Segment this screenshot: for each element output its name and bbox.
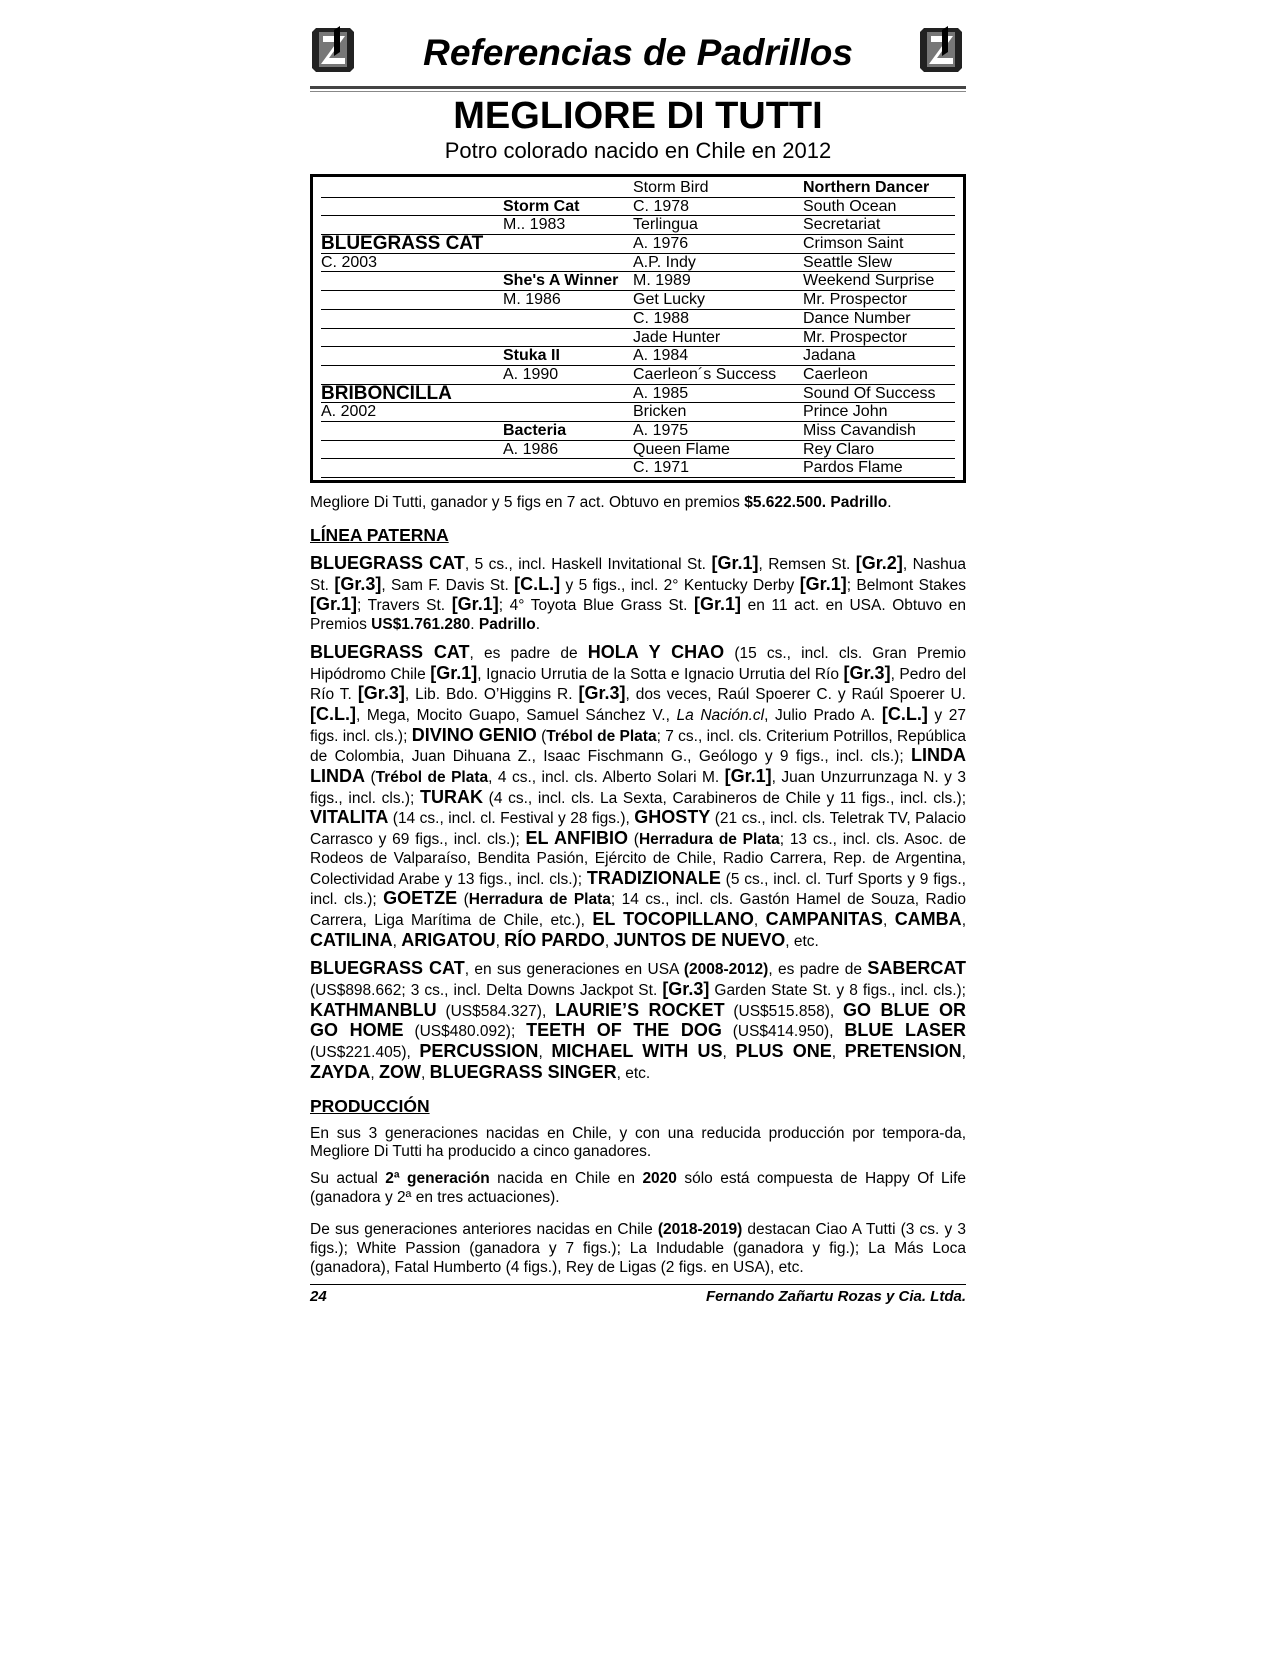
pedigree-cell: Storm Bird bbox=[633, 179, 803, 198]
pedigree-cell: M. 1986 bbox=[503, 291, 633, 310]
pedigree-cell: C. 2003 bbox=[321, 254, 503, 273]
pedigree-cell: Caerleon bbox=[803, 366, 955, 385]
pedigree-cell bbox=[321, 347, 503, 366]
pedigree-cell: A. 2002 bbox=[321, 403, 503, 422]
page bbox=[310, 22, 966, 1305]
pedigree-cell bbox=[503, 310, 633, 329]
pedigree-cell: Mr. Prospector bbox=[803, 291, 955, 310]
header-title: Referencias de Padrillos bbox=[423, 32, 853, 73]
header-rule-thin bbox=[310, 91, 966, 92]
pedigree-row bbox=[321, 403, 955, 422]
pedigree-cell: Northern Dancer bbox=[803, 179, 955, 198]
pedigree-cell: A. 1976 bbox=[633, 235, 803, 254]
pedigree-cell: Sound Of Success bbox=[803, 385, 955, 404]
pedigree-row bbox=[321, 216, 955, 235]
pedigree-cell: Pardos Flame bbox=[803, 459, 955, 478]
pedigree-row bbox=[321, 441, 955, 460]
paragraph-bluegrass-progeny-usa: BLUEGRASS CAT, en sus generaciones en USA (2008-2012), es padre de SABERCAT (US$898.662; 3 cs., incl. Delta Downs Jackpot St. [Gr.3] Garden State St. y 8 figs., incl. cls.); KATHMANBLU (US$584.327), LAURIE’S ROCKET (US$515.858), GO BLUE OR GO HOME (US$480.092); TEETH OF THE DOG (US$414.950), BLUE LASER (US$221.405), PERCUSSION, MICHAEL WITH US, PLUS ONE, PRETENSION, ZAYDA, ZOW, BLUEGRASS SINGER, etc. bbox=[310, 958, 966, 1082]
header-rule bbox=[310, 86, 966, 89]
pedigree-cell bbox=[503, 459, 633, 478]
pedigree-cell: C. 1978 bbox=[633, 198, 803, 217]
pedigree-cell bbox=[503, 385, 633, 404]
pedigree-cell: BLUEGRASS CAT bbox=[321, 235, 503, 254]
pedigree-cell: A. 1990 bbox=[503, 366, 633, 385]
pedigree-cell: Prince John bbox=[803, 403, 955, 422]
summary-line: Megliore Di Tutti, ganador y 5 figs en 7 act. Obtuvo en premios $5.622.500. Padrillo. bbox=[310, 494, 892, 511]
paragraph-produccion-intro: En sus 3 generaciones nacidas en Chile, y con una reducida producción por tempora-da, Megliore Di Tutti ha producido a cinco ganadores. bbox=[310, 1124, 966, 1161]
pedigree-cell: Bacteria bbox=[503, 422, 633, 441]
pedigree-cell bbox=[321, 366, 503, 385]
section-heading-produccion: PRODUCCIÓN bbox=[310, 1095, 430, 1116]
pedigree-cell bbox=[321, 179, 503, 198]
pedigree-row bbox=[321, 329, 955, 348]
paragraph-earlier-generations: De sus generaciones anteriores nacidas en Chile (2018-2019) destacan Ciao A Tutti (3 cs. y 3 figs.); White Passion (ganadora y 7 figs.); La Indudable (ganadora y fig.); La Más Loca (ganadora), Fatal Humberto (4 figs.), Rey de Ligas (2 figs. en USA), etc. bbox=[310, 1221, 966, 1276]
pedigree-row bbox=[321, 347, 955, 366]
pedigree-cell: M.. 1983 bbox=[503, 216, 633, 235]
pedigree-cell: M. 1989 bbox=[633, 272, 803, 291]
pedigree-row bbox=[321, 235, 955, 254]
page-number: 24 bbox=[310, 1287, 327, 1305]
pedigree-cell bbox=[321, 459, 503, 478]
pedigree-cell bbox=[321, 422, 503, 441]
horse-subtitle: Potro colorado nacido en Chile en 2012 bbox=[444, 138, 832, 163]
pedigree-cell bbox=[503, 254, 633, 273]
pedigree-cell: Crimson Saint bbox=[803, 235, 955, 254]
pedigree-cell bbox=[321, 198, 503, 217]
pedigree-row bbox=[321, 310, 955, 329]
pedigree-cell: Stuka II bbox=[503, 347, 633, 366]
pedigree-table bbox=[310, 174, 966, 483]
paragraph-bluegrass-progeny-chile: BLUEGRASS CAT, es padre de HOLA Y CHAO (15 cs., incl. cls. Gran Premio Hipódromo Chile [Gr.1], Ignacio Urrutia de la Sotta e Ignacio Urrutia del Río [Gr.3], Pedro del Río T. [Gr.3], Lib. Bdo. O’Higgins R. [Gr.3], dos veces, Raúl Spoerer C. y Raúl Spoerer U. [C.L.], Mega, Mocito Guapo, Samuel Sánchez V., La Nación.cl, Julio Prado A. [C.L.] y 27 figs. incl. cls.); DIVINO GENIO (Trébol de Plata; 7 cs., incl. cls. Criterium Potrillos, República de Colombia, Juan Dihuana Z., Isaac Fischmann G., Geólogo y 9 figs., incl. cls.); LINDA LINDA (Trébol de Plata, 4 cs., incl. cls. Alberto Solari M. [Gr.1], Juan Unzurrunzaga N. y 3 figs., incl. cls.); TURAK (4 cs., incl. cls. La Sexta, Carabineros de Chile y 11 figs., incl. cls.); VITALITA (14 cs., incl. cl. Festival y 28 figs.), GHOSTY (21 cs., incl. cls. Teletrak TV, Palacio Carrasco y 69 figs., incl. cls.); EL ANFIBIO (Herradura de Plata; 13 cs., incl. cls. Asoc. de Rodeos de Valparaíso, Bendita Pasión, Ejército de Chile, Radio Carrera, Rep. de Argentina, Colectividad Arabe y 13 figs., incl. cls.); TRADIZIONALE (5 cs., incl. cl. Turf Sports y 9 figs., incl. cls.); GOETZE (Herradura de Plata; 14 cs., incl. cls. Gastón Hamel de Souza, Radio Carrera, Liga Marítima de Chile, etc.), EL TOCOPILLANO, CAMPANITAS, CAMBA, CATILINA, ARIGATOU, RÍO PARDO, JUNTOS DE NUEVO, etc. bbox=[310, 641, 967, 950]
section-heading-paterna: LÍNEA PATERNA bbox=[310, 525, 449, 545]
pedigree-row bbox=[321, 385, 955, 404]
logo-icon bbox=[918, 24, 966, 74]
pedigree-row bbox=[321, 422, 955, 441]
pedigree-cell: Secretariat bbox=[803, 216, 955, 235]
pedigree-row bbox=[321, 459, 955, 478]
pedigree-cell: Miss Cavandish bbox=[803, 422, 955, 441]
pedigree-cell: BRIBONCILLA bbox=[321, 385, 503, 404]
pedigree-cell: A. 1975 bbox=[633, 422, 803, 441]
pedigree-cell: Rey Claro bbox=[803, 441, 955, 460]
pedigree-cell bbox=[503, 179, 633, 198]
pedigree-cell bbox=[503, 235, 633, 254]
pedigree-cell: Mr. Prospector bbox=[803, 329, 955, 348]
paragraph-second-generation: Su actual 2ª generación nacida en Chile en 2020 sólo está compuesta de Happy Of Life (ganadora y 2ª en tres actuaciones). bbox=[310, 1169, 966, 1206]
publisher: Fernando Zañartu Rozas y Cia. Ltda. bbox=[705, 1287, 966, 1305]
pedigree-cell: Seattle Slew bbox=[803, 254, 955, 273]
pedigree-cell: C. 1988 bbox=[633, 310, 803, 329]
pedigree-cell: Jadana bbox=[803, 347, 955, 366]
pedigree-cell: Dance Number bbox=[803, 310, 955, 329]
pedigree-cell: A. 1986 bbox=[503, 441, 633, 460]
pedigree-cell: Terlingua bbox=[633, 216, 803, 235]
pedigree-cell: Storm Cat bbox=[503, 198, 633, 217]
pedigree-row bbox=[321, 254, 955, 273]
pedigree-cell bbox=[503, 403, 633, 422]
pedigree-cell: She's A Winner bbox=[503, 272, 633, 291]
pedigree-cell: Queen Flame bbox=[633, 441, 803, 460]
pedigree-row bbox=[321, 366, 955, 385]
pedigree-row bbox=[321, 179, 955, 198]
pedigree-cell bbox=[321, 329, 503, 348]
pedigree-cell: Weekend Surprise bbox=[803, 272, 955, 291]
pedigree-cell bbox=[321, 310, 503, 329]
logo-icon bbox=[310, 24, 358, 74]
pedigree-cell: A.P. Indy bbox=[633, 254, 803, 273]
pedigree-cell: Bricken bbox=[633, 403, 803, 422]
page-footer bbox=[310, 1284, 966, 1305]
pedigree-cell: South Ocean bbox=[803, 198, 955, 217]
pedigree-cell: Caerleon´s Success bbox=[633, 366, 803, 385]
pedigree-cell bbox=[321, 272, 503, 291]
pedigree-cell bbox=[321, 291, 503, 310]
pedigree-cell: C. 1971 bbox=[633, 459, 803, 478]
pedigree-cell: Get Lucky bbox=[633, 291, 803, 310]
pedigree-row bbox=[321, 291, 955, 310]
page-header bbox=[310, 22, 966, 82]
pedigree-row bbox=[321, 198, 955, 217]
horse-name: MEGLIORE DI TUTTI bbox=[453, 95, 823, 137]
pedigree-cell bbox=[321, 216, 503, 235]
pedigree-cell: A. 1984 bbox=[633, 347, 803, 366]
pedigree-cell bbox=[321, 441, 503, 460]
pedigree-cell: A. 1985 bbox=[633, 385, 803, 404]
paragraph-bluegrass-record: BLUEGRASS CAT, 5 cs., incl. Haskell Invitational St. [Gr.1], Remsen St. [Gr.2], Nashua St. [Gr.3], Sam F. Davis St. [C.L.] y 5 figs., incl. 2° Kentucky Derby [Gr.1]; Belmont Stakes [Gr.1]; Travers St. [Gr.1]; 4° Toyota Blue Grass St. [Gr.1] en 11 act. en USA. Obtuvo en Premios US$1.761.280. Padrillo. bbox=[310, 553, 967, 634]
pedigree-cell bbox=[503, 329, 633, 348]
pedigree-row bbox=[321, 272, 955, 291]
pedigree-cell: Jade Hunter bbox=[633, 329, 803, 348]
